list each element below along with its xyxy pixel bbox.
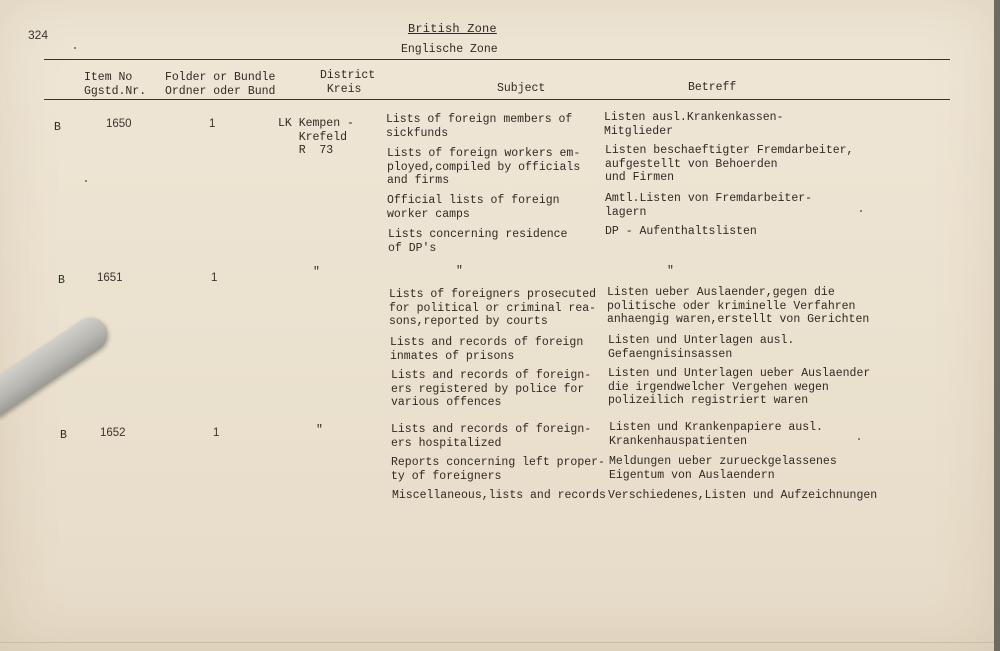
column-header-item: Item No Ggstd.Nr. (84, 71, 147, 98)
page-title: British Zone (408, 22, 497, 36)
entry-subject: Lists of foreign workers em- ployed,compiled by officials and firms (387, 147, 581, 188)
item-folder: 1 (209, 118, 216, 130)
entry-subject: Miscellaneous,lists and records (392, 489, 606, 502)
page-subtitle: Englische Zone (401, 43, 498, 56)
item-zone: B (54, 121, 61, 134)
paper-speck (858, 438, 860, 440)
entry-subject: Lists and records of foreign- ers registered by police for various offences (391, 369, 592, 410)
item-number: 1650 (106, 118, 132, 130)
entry-subject: Lists of foreigners prosecuted for political or criminal rea- sons,reported by courts (389, 288, 597, 329)
entry-subject: Official lists of foreign worker camps (387, 194, 560, 221)
entry-betreff: Listen ueber Auslaender,gegen die politische oder kriminelle Verfahren anhaengig waren,erstellt von Gerichten (607, 286, 870, 327)
column-header-district: District Kreis (320, 69, 376, 96)
entry-betreff: Verschiedenes,Listen und Aufzeichnungen (608, 489, 878, 502)
entry-betreff: Listen beschaeftigter Fremdarbeiter, aufgestellt von Behoerden und Firmen (605, 144, 854, 185)
entry-subject: Lists of foreign members of sickfunds (386, 113, 573, 140)
entry-betreff: Listen und Krankenpapiere ausl. Krankenhauspatienten (609, 421, 823, 448)
paper-speck (85, 180, 87, 182)
item-number: 1652 (100, 427, 126, 439)
entry-betreff: Listen ausl.Krankenkassen- Mitglieder (604, 111, 784, 138)
paper-speck (74, 47, 76, 49)
item-number: 1651 (97, 272, 123, 284)
item-district: LK Kempen - Krefeld R 73 (278, 117, 354, 158)
column-header-folder: Folder or Bundle Ordner oder Bund (165, 71, 276, 98)
header-top-rule (44, 59, 950, 60)
entry-subject: Lists and records of foreign- ers hospitalized (391, 423, 592, 450)
entry-betreff: Meldungen ueber zurueckgelassenes Eigentum von Auslaendern (609, 455, 837, 482)
page-bottom-edge (0, 642, 994, 643)
subject-ditto-mark: " (456, 265, 463, 278)
header-bottom-rule (44, 99, 950, 100)
item-folder: 1 (211, 272, 218, 284)
item-zone: B (60, 429, 67, 442)
entry-subject: Reports concerning left proper- ty of foreigners (391, 456, 605, 483)
item-district-ditto: " (316, 424, 323, 437)
entry-betreff: Amtl.Listen von Fremdarbeiter- lagern (605, 192, 813, 219)
page-number: 324 (28, 28, 49, 42)
entry-betreff: Listen und Unterlagen ausl. Gefaengnisinsassen (608, 334, 795, 361)
item-zone: B (58, 274, 65, 287)
item-folder: 1 (213, 427, 220, 439)
paper-speck (860, 210, 862, 212)
entry-betreff: DP - Aufenthaltslisten (605, 225, 757, 238)
column-header-subject: Subject (497, 82, 546, 95)
column-header-betreff: Betreff (688, 81, 737, 94)
item-district-ditto: " (313, 266, 320, 279)
entry-subject: Lists and records of foreign inmates of prisons (390, 336, 584, 363)
entry-betreff: Listen und Unterlagen ueber Auslaender die irgendwelcher Vergehen wegen polizeilich registriert waren (608, 367, 871, 408)
entry-subject: Lists concerning residence of DP's (388, 228, 568, 255)
betreff-ditto-mark: " (667, 265, 674, 278)
